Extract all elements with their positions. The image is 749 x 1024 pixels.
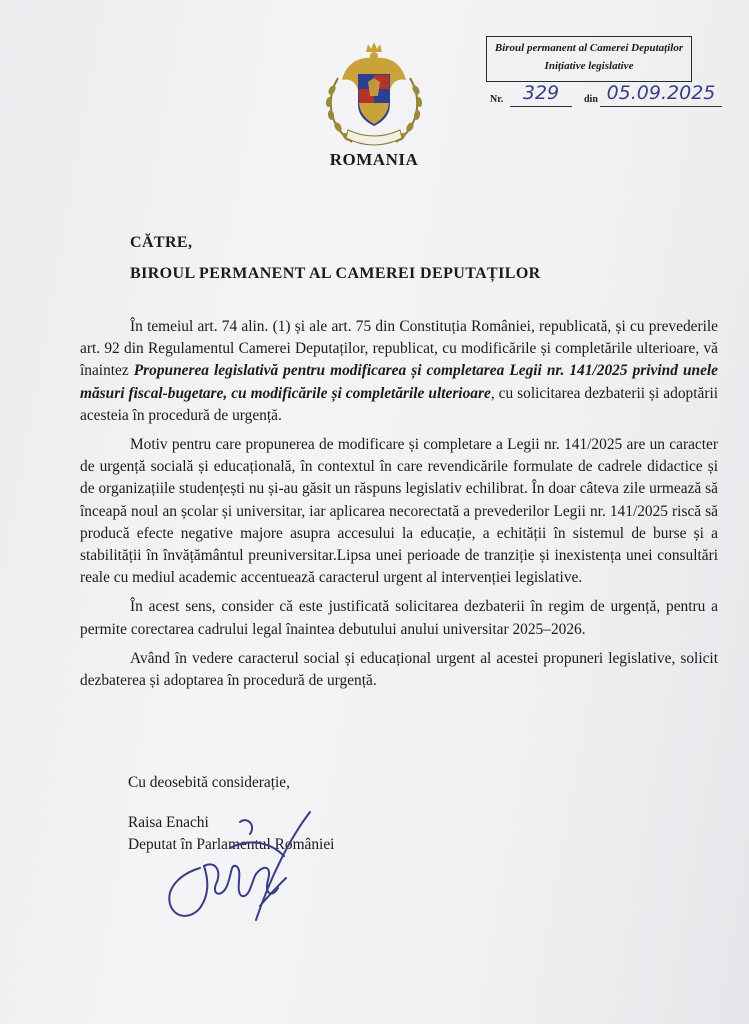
reg-nr-label: Nr. <box>490 94 504 105</box>
registration-stamp <box>486 36 692 82</box>
letter-body <box>80 316 718 699</box>
paragraph-3: În acest sens, consider că este justificată solicitarea dezbaterii în regim de urgență, pentru a permite corectarea cadrului legal înaintea debutului anului universitar 2025–2026. <box>80 598 718 638</box>
addressee-label: CĂTRE, <box>130 234 193 251</box>
addressee-recipient: BIROUL PERMANENT AL CAMEREI DEPUTAȚILOR <box>130 265 541 282</box>
p1-text-end: , cu solicitarea dezbaterii și adoptării acesteia în procedură de urgență. <box>80 384 718 424</box>
closing-salutation: Cu deosebită considerație, <box>128 774 290 791</box>
reg-date-label: din <box>584 94 598 105</box>
reg-date-value: 05.09.2025 <box>600 82 722 107</box>
stamp-department-label: Inițiative legislative <box>544 60 634 72</box>
stamp-office-label: Biroul permanent al Camerei Deputaților <box>494 42 684 54</box>
paragraph-1 <box>80 316 718 427</box>
reg-nr-value: 329 <box>510 82 572 107</box>
p1-proposal-title: Propunerea legislativă pentru modificarea și completarea Legii nr. 141/2025 privind unele măsuri fiscal-bugetare, cu modificările și completările ulterioare <box>80 362 719 402</box>
handwritten-signature-icon <box>160 808 320 932</box>
signatory-title: Deputat în Parlamentul României <box>128 836 335 853</box>
signatory-name: Raisa Enachi <box>128 814 209 831</box>
registration-line <box>488 82 724 108</box>
crest-country-label: ROMANIA <box>329 150 419 169</box>
paragraph-4: Având în vedere caracterul social și educațional urgent al acestei propuneri legislative, solicit dezbaterea și adoptarea în procedură de urgență. <box>80 649 718 690</box>
paragraph-2: Motiv pentru care propunerea de modificare și completare a Legii nr. 141/2025 are un caracter de urgență socială și educațională, în contextul în care revendicările formulate de cadrele didactice și de organizațiile studențești nu și-au găsit un răspuns legislativ echilibrat. În doar câteva zile urmează să înceapă noul an școlar și universitar, iar aplicarea necorectată a prevederilor Legii nr. 141/2025 riscă să producă efecte negative majore asupra accesului la educație, a echității în sistemul de burse și a stabilității în învățământul preuniversitar.Lipsa unei perioade de tranziție și inexistența unei consultări reale cu mediul academic accentuează caracterul urgent al intervenției legislative. <box>80 436 718 587</box>
p1-text-start: În temeiul art. 74 alin. (1) și ale art. 75 din Constituția României, republicată, și cu prevederile art. 92 din Regulamentul Camerei Deputaților, republicat, cu modificările și completările ulterioare, vă înaintez <box>80 318 718 380</box>
romanian-coat-of-arms-icon <box>318 38 430 156</box>
